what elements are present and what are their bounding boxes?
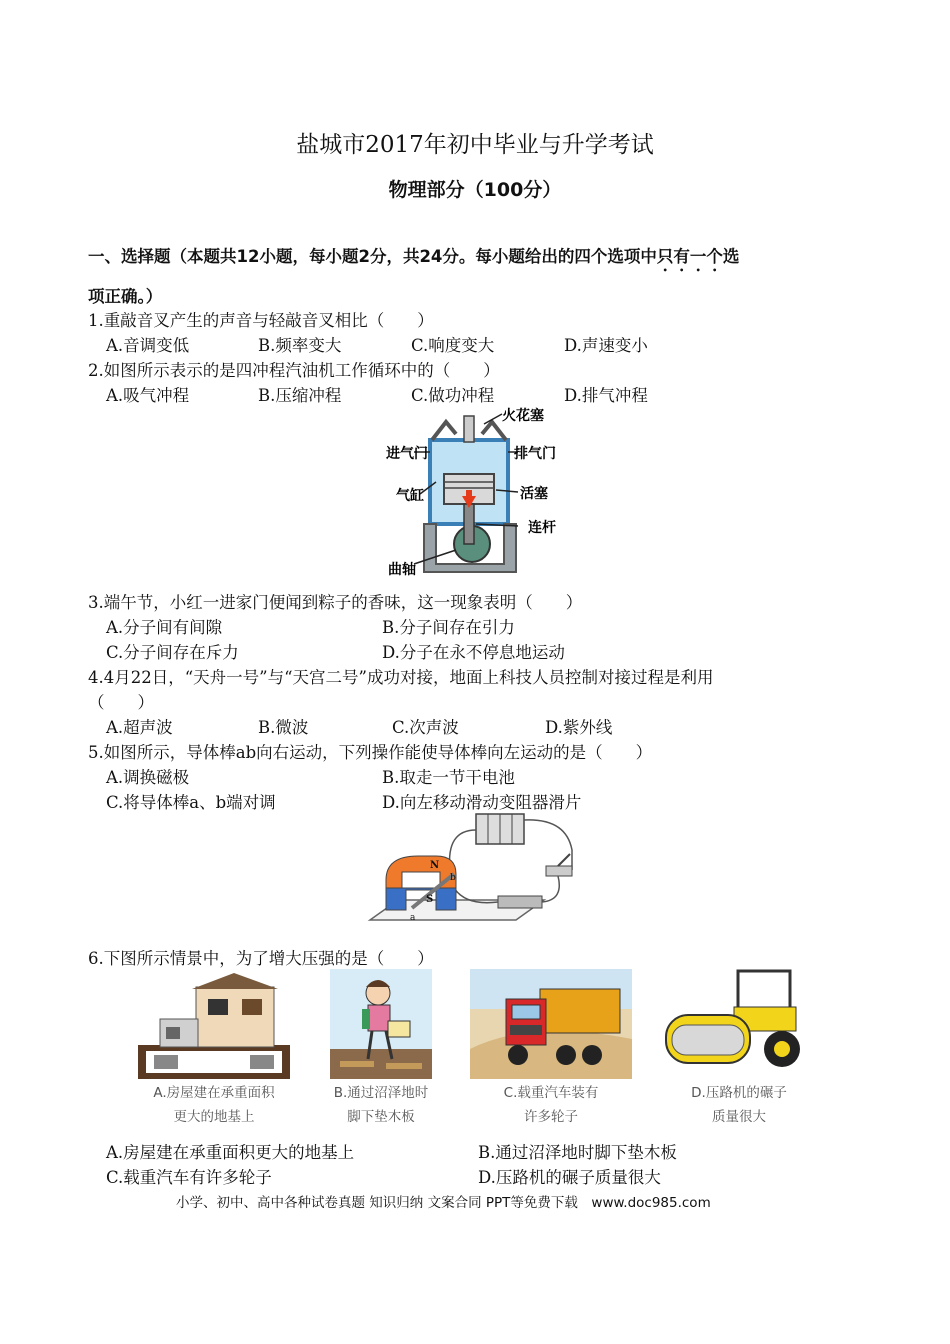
question-1-option-d: D.声速变小 bbox=[564, 336, 648, 355]
caption-c bbox=[466, 1081, 636, 1129]
question-1-option-b: B.频率变大 bbox=[258, 336, 342, 355]
label-spark-plug: 火花塞 bbox=[502, 408, 544, 424]
caption-a-line1: A.房屋建在承重面积 bbox=[153, 1085, 275, 1101]
question-4-option-a: A.超声波 bbox=[106, 718, 173, 737]
question-1-option-a: A.音调变低 bbox=[106, 336, 190, 355]
caption-c-line1: C.载重汽车装有 bbox=[503, 1085, 599, 1101]
question-3-option-b: B.分子间存在引力 bbox=[382, 618, 515, 637]
section-heading-line2: 项正确。） bbox=[88, 287, 163, 306]
page-subtitle: 物理部分（100分） bbox=[388, 179, 562, 201]
question-4-stem-line2: （ ） bbox=[88, 693, 154, 712]
label-crankshaft: 曲轴 bbox=[388, 562, 416, 578]
question-3-option-d: D.分子在永不停息地运动 bbox=[382, 643, 565, 662]
engine-diagram bbox=[384, 404, 574, 580]
footer-link[interactable]: 小学、初中、高中各种试卷真题 知识归纳 文案合同 PPT等免费下载 www.doc985.com bbox=[176, 1195, 711, 1211]
picture-girl bbox=[330, 969, 432, 1079]
question-6-option-a: A.房屋建在承重面积更大的地基上 bbox=[106, 1143, 355, 1162]
question-4-stem: 4.4月22日，“天舟一号”与“天宫二号”成功对接，地面上科技人员控制对接过程是利用 bbox=[88, 668, 714, 687]
picture-truck bbox=[470, 969, 632, 1079]
exhaust-valve bbox=[482, 422, 506, 440]
connecting-rod bbox=[464, 504, 474, 544]
intake-valve bbox=[432, 422, 456, 440]
label-intake-valve: 进气门 bbox=[386, 446, 428, 462]
rheostat bbox=[498, 896, 542, 908]
caption-a-line2: 更大的地基上 bbox=[173, 1109, 255, 1125]
section-heading-emphasis: 只有一个 bbox=[656, 247, 723, 266]
label-b: b bbox=[450, 873, 456, 883]
label-connecting-rod: 连杆 bbox=[528, 520, 556, 536]
caption-b-line2: 脚下垫木板 bbox=[347, 1109, 415, 1125]
question-2-option-c: C.做功冲程 bbox=[411, 386, 495, 405]
question-2-option-b: B.压缩冲程 bbox=[258, 386, 342, 405]
section-heading bbox=[88, 243, 739, 275]
label-piston: 活塞 bbox=[520, 486, 548, 502]
label-cylinder: 气缸 bbox=[396, 488, 424, 504]
question-6-option-c: C.载重汽车有许多轮子 bbox=[106, 1168, 272, 1187]
circuit-diagram bbox=[366, 810, 586, 936]
question-5-option-d: D.向左移动滑动变阻器滑片 bbox=[382, 793, 582, 812]
caption-a bbox=[128, 1081, 300, 1129]
question-1-stem: 1.重敲音叉产生的声音与轻敲音叉相比（ ） bbox=[88, 311, 434, 330]
caption-d bbox=[654, 1081, 824, 1129]
switch bbox=[546, 866, 572, 876]
question-5-option-c: C.将导体棒a、b端对调 bbox=[106, 793, 276, 812]
section-heading-tail: 选 bbox=[722, 247, 740, 266]
question-5-option-a: A.调换磁极 bbox=[106, 768, 190, 787]
picture-road-roller bbox=[658, 967, 816, 1079]
label-north: N bbox=[430, 860, 440, 871]
question-6-option-d: D.压路机的碾子质量很大 bbox=[478, 1168, 661, 1187]
caption-b-line1: B.通过沼泽地时 bbox=[333, 1085, 429, 1101]
page-title: 盐城市2017年初中毕业与升学考试 bbox=[296, 132, 654, 158]
label-a: a bbox=[410, 913, 416, 923]
caption-d-line1: D.压路机的碾子 bbox=[691, 1085, 787, 1101]
question-3-stem: 3.端午节，小红一进家门便闻到粽子的香味，这一现象表明（ ） bbox=[88, 593, 583, 612]
question-5-option-b: B.取走一节干电池 bbox=[382, 768, 515, 787]
spark-plug bbox=[464, 416, 474, 442]
caption-d-line2: 质量很大 bbox=[712, 1109, 766, 1125]
question-2-option-a: A.吸气冲程 bbox=[106, 386, 190, 405]
question-3-option-c: C.分子间存在斥力 bbox=[106, 643, 239, 662]
question-4-option-b: B.微波 bbox=[258, 718, 309, 737]
question-2-option-d: D.排气冲程 bbox=[564, 386, 648, 405]
label-exhaust-valve: 排气门 bbox=[514, 446, 556, 462]
caption-c-line2: 许多轮子 bbox=[524, 1109, 578, 1125]
label-south: S bbox=[426, 894, 434, 905]
question-6-stem: 6.下图所示情景中，为了增大压强的是（ ） bbox=[88, 949, 434, 968]
question-1-option-c: C.响度变大 bbox=[411, 336, 495, 355]
question-4-option-c: C.次声波 bbox=[392, 718, 459, 737]
question-5-stem: 5.如图所示，导体棒ab向右运动，下列操作能使导体棒向左运动的是（ ） bbox=[88, 743, 653, 762]
picture-house bbox=[138, 969, 290, 1079]
question-3-option-a: A.分子间有间隙 bbox=[106, 618, 223, 637]
question-2-stem: 2.如图所示表示的是四冲程汽油机工作循环中的（ ） bbox=[88, 361, 500, 380]
question-6-option-b: B.通过沼泽地时脚下垫木板 bbox=[478, 1143, 677, 1162]
question-4-option-d: D.紫外线 bbox=[545, 718, 613, 737]
caption-b bbox=[306, 1081, 456, 1129]
section-heading-text: 一、选择题（本题共12小题，每小题2分，共24分。每小题给出的四个选项中 bbox=[88, 247, 657, 266]
